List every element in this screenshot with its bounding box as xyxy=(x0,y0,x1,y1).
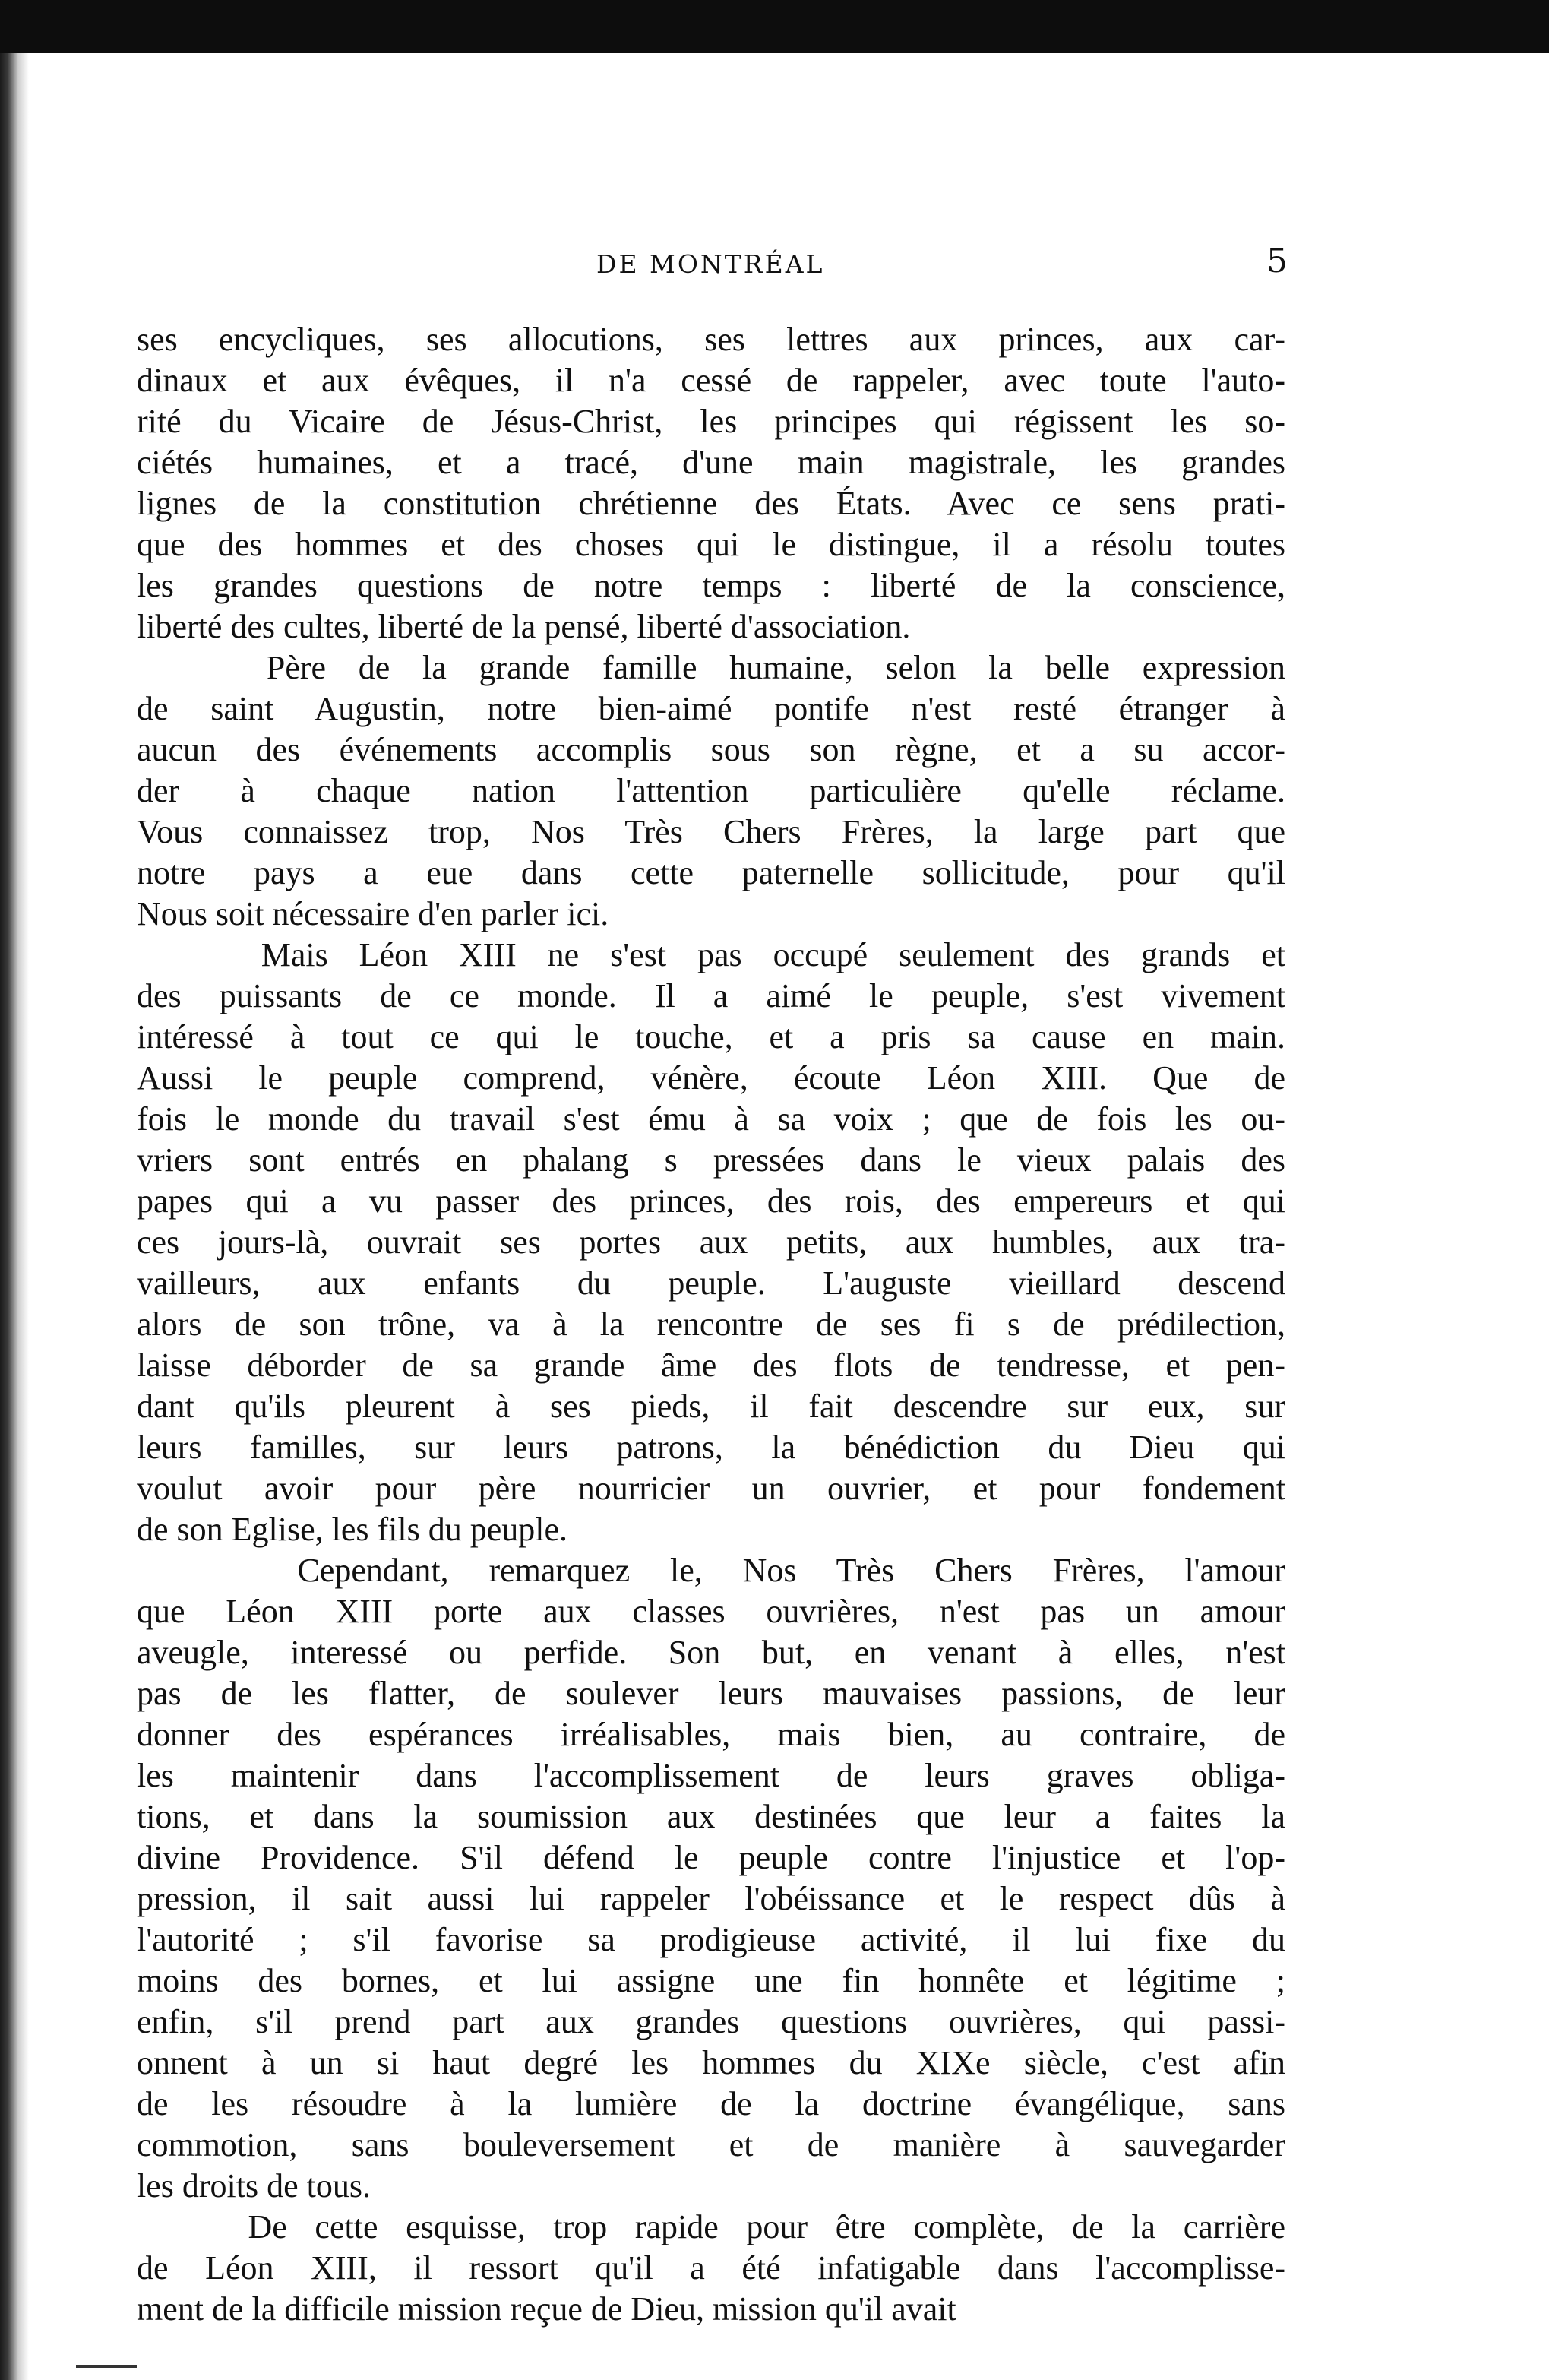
page-number: 5 xyxy=(1266,242,1288,280)
text-line: voulut avoir pour père nourricier un ouvrier, et pour fondement xyxy=(137,1470,1285,1507)
text-line: Nous soit nécessaire d'en parler ici. xyxy=(137,895,609,932)
text-line: que des hommes et des choses qui le distingue, il a résolu toutes xyxy=(137,526,1285,563)
text-line: des puissants de ce monde. Il a aimé le peuple, s'est vivement xyxy=(137,977,1285,1014)
text-line: de son Eglise, les fils du peuple. xyxy=(137,1511,568,1548)
paragraph xyxy=(137,319,1285,647)
text-line: laisse déborder de sa grande âme des flots de tendresse, et pen- xyxy=(137,1347,1285,1384)
scan-bottom-mark xyxy=(76,2365,137,2368)
paragraph xyxy=(137,935,1285,1550)
text-line: dinaux et aux évêques, il n'a cessé de rappeler, avec toute l'auto- xyxy=(137,362,1285,399)
text-line: alors de son trône, va à la rencontre de ses fi s de prédilection, xyxy=(137,1306,1285,1343)
paragraph xyxy=(137,1550,1285,2207)
text-line: Père de la grande famille humaine, selon la belle expression xyxy=(137,649,1285,686)
text-line: l'autorité ; s'il favorise sa prodigieuse activité, il lui fixe du xyxy=(137,1921,1285,1958)
text-line: vriers sont entrés en phalang s pressées dans le vieux palais des xyxy=(137,1141,1285,1179)
text-line: moins des bornes, et lui assigne une fin honnête et légitime ; xyxy=(137,1962,1285,1999)
text-line: dant qu'ils pleurent à ses pieds, il fait descendre sur eux, sur xyxy=(137,1388,1285,1425)
text-line: De cette esquisse, trop rapide pour être complète, de la carrière xyxy=(137,2208,1285,2245)
text-line: intéressé à tout ce qui le touche, et a pris sa cause en main. xyxy=(137,1018,1285,1055)
running-head xyxy=(141,242,1288,287)
text-line: donner des espérances irréalisables, mais bien, au contraire, de xyxy=(137,1716,1285,1753)
running-title: DE MONTRÉAL xyxy=(596,249,825,279)
text-line: aucun des événements accomplis sous son règne, et a su accor- xyxy=(137,731,1285,768)
text-line: pas de les flatter, de soulever leurs mauvaises passions, de leur xyxy=(137,1675,1285,1712)
text-line: de Léon XIII, il ressort qu'il a été infatigable dans l'accomplisse- xyxy=(137,2249,1285,2287)
text-line: pression, il sait aussi lui rappeler l'obéissance et le respect dûs à xyxy=(137,1880,1285,1917)
text-line: onnent à un si haut degré les hommes du XIXe siècle, c'est afin xyxy=(137,2044,1285,2081)
text-line: ciétés humaines, et a tracé, d'une main magistrale, les grandes xyxy=(137,444,1285,481)
text-line: ces jours-là, ouvrait ses portes aux petits, aux humbles, aux tra- xyxy=(137,1223,1285,1261)
text-line: fois le monde du travail s'est ému à sa voix ; que de fois les ou- xyxy=(137,1100,1285,1138)
text-line: ment de la difficile mission reçue de Dieu, mission qu'il avait xyxy=(137,2290,956,2328)
text-line: vailleurs, aux enfants du peuple. L'auguste vieillard descend xyxy=(137,1264,1285,1302)
scan-left-edge xyxy=(0,53,29,2380)
text-line: leurs familles, sur leurs patrons, la bénédiction du Dieu qui xyxy=(137,1429,1285,1466)
text-line: de saint Augustin, notre bien-aimé pontife n'est resté étranger à xyxy=(137,690,1285,727)
text-line: Vous connaissez trop, Nos Très Chers Frères, la large part que xyxy=(137,813,1285,850)
body-text xyxy=(137,319,1285,2330)
text-line: enfin, s'il prend part aux grandes questions ouvrières, qui passi- xyxy=(137,2003,1285,2040)
text-line: rité du Vicaire de Jésus-Christ, les principes qui régissent les so- xyxy=(137,403,1285,440)
text-line: aveugle, interessé ou perfide. Son but, en venant à elles, n'est xyxy=(137,1634,1285,1671)
text-line: Cependant, remarquez le, Nos Très Chers Frères, l'amour xyxy=(137,1552,1285,1589)
text-line: tions, et dans la soumission aux destinées que leur a faites la xyxy=(137,1798,1285,1835)
text-line: ses encycliques, ses allocutions, ses lettres aux princes, aux car- xyxy=(137,321,1285,358)
text-line: les maintenir dans l'accomplissement de leurs graves obliga- xyxy=(137,1757,1285,1794)
text-line: liberté des cultes, liberté de la pensé, liberté d'association. xyxy=(137,608,911,645)
text-line: les grandes questions de notre temps : liberté de la conscience, xyxy=(137,567,1285,604)
text-line: papes qui a vu passer des princes, des rois, des empereurs et qui xyxy=(137,1182,1285,1220)
paragraph xyxy=(137,647,1285,935)
text-line: de les résoudre à la lumière de la doctrine évangélique, sans xyxy=(137,2085,1285,2122)
text-line: que Léon XIII porte aux classes ouvrières, n'est pas un amour xyxy=(137,1593,1285,1630)
text-line: divine Providence. S'il défend le peuple contre l'injustice et l'op- xyxy=(137,1839,1285,1876)
text-line: notre pays a eue dans cette paternelle sollicitude, pour qu'il xyxy=(137,854,1285,891)
text-line: les droits de tous. xyxy=(137,2167,371,2204)
paragraph xyxy=(137,2207,1285,2330)
text-line: der à chaque nation l'attention particulière qu'elle réclame. xyxy=(137,772,1285,809)
text-line: commotion, sans bouleversement et de manière à sauvegarder xyxy=(137,2126,1285,2163)
text-line: Aussi le peuple comprend, vénère, écoute Léon XIII. Que de xyxy=(137,1059,1285,1097)
text-line: lignes de la constitution chrétienne des États. Avec ce sens prati- xyxy=(137,485,1285,522)
text-line: Mais Léon XIII ne s'est pas occupé seulement des grands et xyxy=(137,936,1285,973)
scan-top-border xyxy=(0,0,1549,53)
